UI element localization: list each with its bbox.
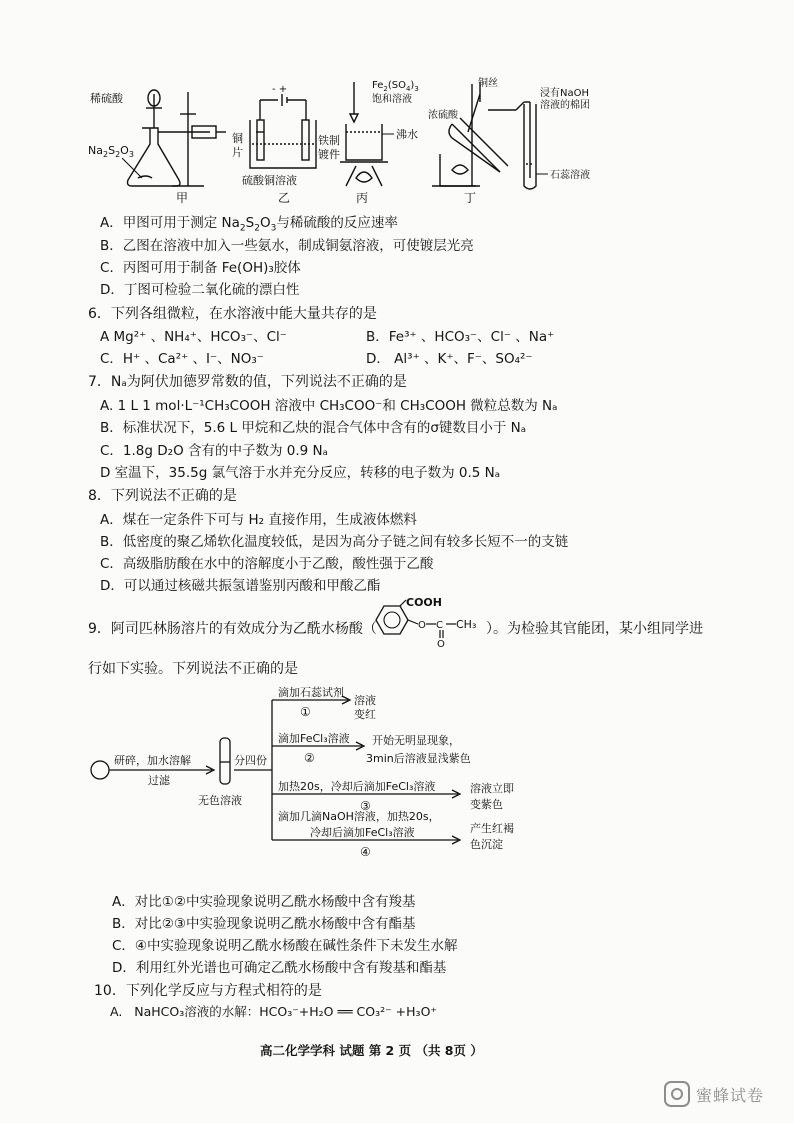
- q7-option-d: D 室温下，35.5g 氯气溶于水并充分反应，转移的电子数为 0.5 Nₐ: [100, 465, 501, 481]
- q7-option-b: B．标准状况下，5.6 L 甲烷和乙炔的混合气体中含有的σ键数目小于 Nₐ: [100, 420, 527, 436]
- q6-option-b: B．Fe³⁺ 、HCO₃⁻、Cl⁻ 、Na⁺: [366, 329, 555, 345]
- experiment-flowchart: [88, 682, 548, 882]
- q5-option-c: C．丙图可用于制备 Fe(OH)₃胶体: [100, 260, 301, 276]
- yi-cu: 铜: [232, 132, 243, 145]
- q9-stem-a: 9．阿司匹林肠溶片的有效成分为乙酰水杨酸（: [88, 621, 377, 637]
- jia-reagent1: 稀硫酸: [90, 92, 123, 105]
- q6-option-d: D． Al³⁺ 、K⁺、F⁻、SO₄²⁻: [366, 351, 533, 367]
- q9-option-d: D．利用红外光谱也可确定乙酰水杨酸中含有羧基和酯基: [112, 960, 447, 976]
- yi-solution: 硫酸铜溶液: [242, 174, 297, 187]
- flow-step1-bottom: 过滤: [148, 774, 170, 787]
- flow-b3-res1: 溶液立即: [470, 782, 514, 795]
- flow-b3-top: 加热20s，冷却后滴加FeCl₃溶液: [278, 780, 436, 793]
- aspirin-ch3: CH₃: [456, 618, 477, 631]
- q5-option-b: B．乙图在溶液中加入一些氨水，制成铜氨溶液，可使镀层光亮: [100, 238, 474, 254]
- yi-power: - +: [272, 84, 288, 95]
- flow-b1-num: ①: [300, 705, 311, 719]
- q10-stem: 10．下列化学反应与方程式相符的是: [94, 983, 322, 999]
- jia-reagent2: $Na_2S_2O_3$: [88, 144, 134, 159]
- ding-cotton1: 浸有NaOH: [540, 88, 589, 99]
- q6-option-a: A Mg²⁺ 、NH₄⁺、HCO₃⁻、Cl⁻: [100, 329, 287, 345]
- q7-option-c: C．1.8g D₂O 含有的中子数为 0.9 Nₐ: [100, 443, 328, 459]
- q9-stem-b: ）。为检验其官能团，某小组同学进: [486, 621, 703, 637]
- flow-b4-res2: 色沉淀: [470, 838, 503, 851]
- flow-b4-num: ④: [360, 845, 371, 859]
- flow-b2-res1: 开始无明显现象，: [372, 734, 460, 747]
- aspirin-o1: O: [418, 620, 426, 631]
- q8-option-a: A．煤在一定条件下可与 H₂ 直接作用，生成液体燃料: [100, 512, 417, 528]
- q5-option-a: A．甲图可用于测定 $Na_2S_2O_3$与稀硫酸的反应速率: [100, 215, 398, 234]
- flow-step1-top: 研碎，加水溶解: [114, 754, 191, 767]
- flow-tube: 无色溶液: [198, 794, 242, 807]
- bee-logo-icon: [664, 1081, 690, 1107]
- aspirin-structure: [366, 596, 486, 648]
- svg-text:C: C: [436, 620, 443, 631]
- aspirin-cooh: COOH: [406, 596, 442, 609]
- q10-option-a: A. NaHCO₃溶液的水解：HCO₃⁻+H₂O ══ CO₃²⁻ +H₃O⁺: [110, 1004, 437, 1019]
- q8-option-c: C．高级脂肪酸在水中的溶解度小于乙酸，酸性强于乙酸: [100, 556, 434, 572]
- yi-caption: 乙: [278, 191, 291, 205]
- q8-stem: 8．下列说法不正确的是: [88, 488, 237, 504]
- q6-option-c: C．H⁺ 、Ca²⁺ 、I⁻、NO₃⁻: [100, 351, 264, 367]
- jia-caption: 甲: [176, 191, 189, 205]
- q9-stem-c: 行如下实验。下列说法不正确的是: [88, 661, 298, 677]
- bing-caption: 丙: [356, 191, 369, 205]
- flow-b3-res2: 变紫色: [470, 798, 503, 811]
- watermark: [664, 1081, 764, 1107]
- apparatus-yi: [250, 94, 316, 168]
- q5-option-d: D．丁图可检验二氧化硫的漂白性: [100, 282, 300, 298]
- page-footer: 高二化学学科 试题 第 2 页 （共 8页 ）: [260, 1043, 483, 1058]
- aspirin-o2: O: [437, 639, 445, 648]
- ding-wire: 铜丝: [478, 78, 498, 89]
- ding-caption: 丁: [464, 191, 477, 205]
- flow-b1-res2: 变红: [354, 708, 376, 721]
- q7-stem: 7．Nₐ为阿伏加德罗常数的值，下列说法不正确的是: [88, 374, 407, 390]
- q9-option-a: A．对比①②中实验现象说明乙酰水杨酸中含有羧基: [112, 894, 416, 910]
- ding-acid: 浓硫酸: [428, 110, 458, 121]
- flow-b4-res1: 产生红褐: [470, 822, 514, 835]
- apparatus-ding: [432, 82, 536, 189]
- yi-fe2: 镀件: [318, 148, 340, 161]
- q8-option-d: D．可以通过核磁共振氢谱鉴别丙酸和甲酸乙酯: [100, 578, 381, 594]
- bing-reagent-b: 饱和溶液: [372, 94, 412, 105]
- apparatus-figure: [80, 74, 620, 210]
- flow-b3-num: ③: [360, 799, 371, 813]
- ding-cotton2: 溶液的棉团: [540, 100, 590, 111]
- q9-option-c: C．④中实验现象说明乙酰水杨酸在碱性条件下未发生水解: [112, 938, 458, 954]
- flow-b2-num: ②: [304, 751, 315, 765]
- q8-option-b: B．低密度的聚乙烯软化温度较低，是因为高分子链之间有较多长短不一的支链: [100, 534, 569, 550]
- q9-option-b: B．对比②③中实验现象说明乙酰水杨酸中含有酯基: [112, 916, 416, 932]
- flow-b4-top2: 冷却后滴加FeCl₃溶液: [310, 826, 415, 839]
- flow-b2-res2: 3min后溶液显浅紫色: [366, 752, 471, 765]
- flow-split: 分四份: [234, 754, 267, 767]
- apparatus-jia: [128, 90, 227, 186]
- flow-b4-top1: 滴加几滴NaOH溶液，加热20s，: [278, 810, 440, 823]
- flow-b2-top: 滴加FeCl₃溶液: [278, 732, 350, 745]
- bing-reagent-a: $Fe_2(SO_4)_3$: [372, 80, 419, 93]
- q7-option-a: A. 1 L 1 mol·L⁻¹CH₃COOH 溶液中 CH₃COO⁻和 CH₃COOH 微粒总数为 Nₐ: [100, 398, 558, 414]
- yi-fe: 铁制: [318, 134, 340, 147]
- flow-b1-top: 滴加石蕊试剂: [278, 686, 344, 699]
- watermark-text: 蜜蜂试卷: [696, 1085, 765, 1105]
- yi-cu2: 片: [232, 146, 243, 159]
- q6-stem: 6．下列各组微粒，在水溶液中能大量共存的是: [88, 306, 377, 322]
- bing-water: 沸水: [396, 128, 418, 141]
- ding-litmus: 石蕊溶液: [550, 170, 590, 181]
- flow-b1-res1: 溶液: [354, 694, 376, 707]
